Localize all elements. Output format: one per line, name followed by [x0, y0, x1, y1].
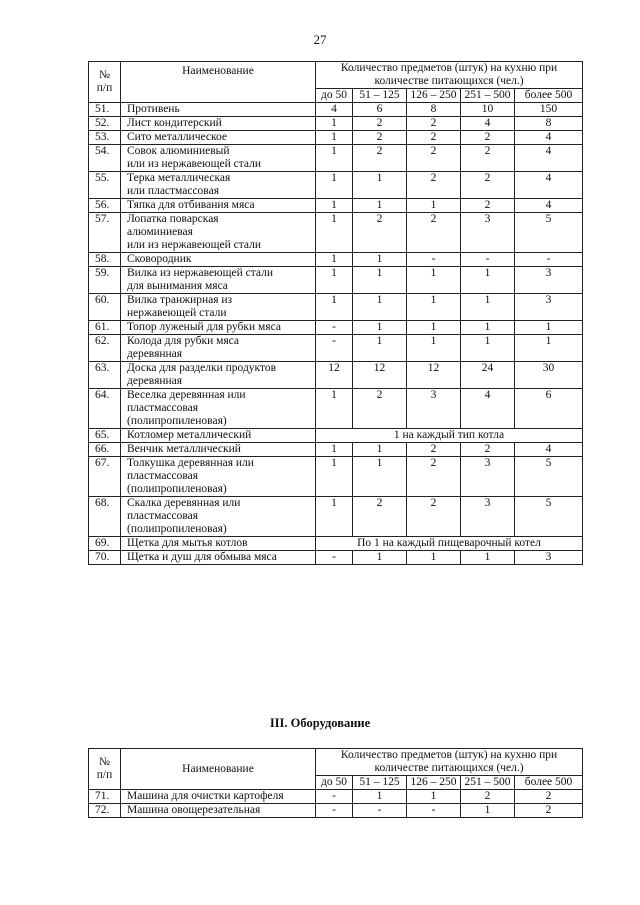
- row-number: 61.: [89, 321, 121, 335]
- header-col-3: 126 – 250: [407, 776, 461, 790]
- row-value: 3: [461, 497, 515, 537]
- row-value: 4: [461, 117, 515, 131]
- row-name: Вилка из нержавеющей стали для вынимания мяса: [121, 267, 316, 294]
- row-value: 1: [353, 457, 407, 497]
- row-value: 1: [461, 551, 515, 565]
- row-value: 1: [353, 551, 407, 565]
- table-row: [89, 117, 583, 131]
- row-value: 3: [461, 457, 515, 497]
- row-value: 150: [515, 103, 583, 117]
- row-value: 1: [353, 790, 407, 804]
- page-number: 27: [313, 32, 327, 47]
- row-value: 5: [515, 497, 583, 537]
- table-row: [89, 537, 583, 551]
- table-row: [89, 145, 583, 172]
- row-value: 1: [461, 321, 515, 335]
- row-value: 12: [353, 362, 407, 389]
- row-value: 2: [461, 790, 515, 804]
- row-value: 6: [353, 103, 407, 117]
- row-name: Лопатка поварская алюминиевая или из нержавеющей стали: [121, 213, 316, 253]
- row-value: 2: [407, 443, 461, 457]
- row-value: 3: [515, 267, 583, 294]
- row-number: 68.: [89, 497, 121, 537]
- row-name: Машина овощерезательная: [121, 804, 316, 818]
- row-value: 2: [461, 131, 515, 145]
- row-value: 1: [316, 389, 353, 429]
- row-value: 2: [353, 131, 407, 145]
- row-value: 1: [316, 131, 353, 145]
- row-value: -: [461, 253, 515, 267]
- row-value: 24: [461, 362, 515, 389]
- row-name: Щетка для мытья котлов: [121, 537, 316, 551]
- row-value: 1: [353, 321, 407, 335]
- row-number: 53.: [89, 131, 121, 145]
- row-name: Венчик металлический: [121, 443, 316, 457]
- row-value: 1: [407, 790, 461, 804]
- header-num: № п/п: [89, 749, 121, 790]
- utensils-table: [88, 61, 583, 565]
- row-value: 1: [461, 294, 515, 321]
- header-col-5: более 500: [515, 776, 583, 790]
- row-value: 4: [515, 145, 583, 172]
- row-name: Сито металлическое: [121, 131, 316, 145]
- row-number: 64.: [89, 389, 121, 429]
- table-row: [89, 429, 583, 443]
- row-value: 4: [316, 103, 353, 117]
- header-qty: Количество предметов (штук) на кухню при количестве питающихся (чел.): [316, 62, 583, 89]
- header-qty: Количество предметов (штук) на кухню при количестве питающихся (чел.): [316, 749, 583, 776]
- row-value: 2: [353, 497, 407, 537]
- row-name: Веселка деревянная или пластмассовая (полипропиленовая): [121, 389, 316, 429]
- row-value: 1: [353, 267, 407, 294]
- header-num: № п/п: [89, 62, 121, 103]
- row-span-value: По 1 на каждый пищеварочный котел: [316, 537, 583, 551]
- row-value: 1: [316, 457, 353, 497]
- row-value: 8: [407, 103, 461, 117]
- row-number: 72.: [89, 804, 121, 818]
- row-number: 65.: [89, 429, 121, 443]
- row-value: 3: [407, 389, 461, 429]
- row-value: 1: [353, 199, 407, 213]
- row-value: 1: [316, 443, 353, 457]
- row-value: 30: [515, 362, 583, 389]
- row-value: 1: [353, 335, 407, 362]
- table-row: [89, 213, 583, 253]
- row-span-value: 1 на каждый тип котла: [316, 429, 583, 443]
- row-name: Совок алюминиевый или из нержавеющей стали: [121, 145, 316, 172]
- table-row: [89, 294, 583, 321]
- row-value: -: [353, 804, 407, 818]
- row-value: 4: [515, 131, 583, 145]
- table-row: [89, 551, 583, 565]
- row-value: -: [407, 804, 461, 818]
- header-col-4: 251 – 500: [461, 89, 515, 103]
- row-value: -: [316, 335, 353, 362]
- table-row: [89, 443, 583, 457]
- row-value: 1: [353, 172, 407, 199]
- row-value: 8: [515, 117, 583, 131]
- row-name: Доска для разделки продуктов деревянная: [121, 362, 316, 389]
- row-value: 1: [407, 551, 461, 565]
- table-row: [89, 457, 583, 497]
- row-name: Сковородник: [121, 253, 316, 267]
- table-row: [89, 362, 583, 389]
- row-value: 2: [461, 443, 515, 457]
- row-value: 1: [316, 117, 353, 131]
- row-name: Тяпка для отбивания мяса: [121, 199, 316, 213]
- row-value: 12: [316, 362, 353, 389]
- header-name: Наименование: [121, 62, 316, 103]
- row-value: 2: [461, 145, 515, 172]
- row-name: Котломер металлический: [121, 429, 316, 443]
- row-value: 2: [353, 145, 407, 172]
- table-row: [89, 335, 583, 362]
- row-value: 1: [407, 335, 461, 362]
- row-value: 5: [515, 213, 583, 253]
- row-value: 1: [407, 199, 461, 213]
- row-number: 70.: [89, 551, 121, 565]
- row-value: 1: [316, 172, 353, 199]
- row-value: -: [316, 804, 353, 818]
- row-value: 1: [461, 804, 515, 818]
- row-number: 63.: [89, 362, 121, 389]
- row-number: 55.: [89, 172, 121, 199]
- row-value: 2: [407, 457, 461, 497]
- row-number: 51.: [89, 103, 121, 117]
- row-value: 2: [407, 213, 461, 253]
- row-value: 1: [353, 294, 407, 321]
- row-value: 2: [461, 172, 515, 199]
- row-value: -: [316, 551, 353, 565]
- row-value: 3: [515, 551, 583, 565]
- table-row: [89, 790, 583, 804]
- row-value: 1: [461, 335, 515, 362]
- row-value: 2: [353, 117, 407, 131]
- row-value: 1: [316, 145, 353, 172]
- row-value: 1: [353, 253, 407, 267]
- table-row: [89, 253, 583, 267]
- table-row: [89, 497, 583, 537]
- row-number: 58.: [89, 253, 121, 267]
- header-col-2: 51 – 125: [353, 89, 407, 103]
- equipment-table: [88, 748, 583, 818]
- row-value: 3: [515, 294, 583, 321]
- row-number: 57.: [89, 213, 121, 253]
- row-number: 66.: [89, 443, 121, 457]
- row-number: 69.: [89, 537, 121, 551]
- row-number: 71.: [89, 790, 121, 804]
- row-value: 1: [316, 267, 353, 294]
- row-value: 1: [515, 321, 583, 335]
- row-value: 1: [316, 199, 353, 213]
- row-value: 12: [407, 362, 461, 389]
- row-name: Толкушка деревянная или пластмассовая (полипропиленовая): [121, 457, 316, 497]
- table-row: [89, 131, 583, 145]
- row-number: 62.: [89, 335, 121, 362]
- row-number: 56.: [89, 199, 121, 213]
- table-row: [89, 804, 583, 818]
- row-value: 1: [316, 253, 353, 267]
- row-value: 1: [407, 267, 461, 294]
- row-value: -: [316, 790, 353, 804]
- table-body: [89, 103, 583, 565]
- section-title: III. Оборудование: [269, 716, 371, 730]
- header-col-3: 126 – 250: [407, 89, 461, 103]
- row-value: 2: [353, 389, 407, 429]
- row-value: 2: [407, 497, 461, 537]
- row-value: 4: [515, 443, 583, 457]
- row-value: 1: [316, 294, 353, 321]
- row-name: Противень: [121, 103, 316, 117]
- header-col-4: 251 – 500: [461, 776, 515, 790]
- row-value: 2: [515, 790, 583, 804]
- row-number: 60.: [89, 294, 121, 321]
- row-value: 4: [515, 172, 583, 199]
- row-value: 1: [316, 213, 353, 253]
- row-name: Лист кондитерский: [121, 117, 316, 131]
- row-name: Топор луженый для рубки мяса: [121, 321, 316, 335]
- row-value: 2: [407, 145, 461, 172]
- row-value: 5: [515, 457, 583, 497]
- row-number: 59.: [89, 267, 121, 294]
- row-name: Вилка транжирная из нержавеющей стали: [121, 294, 316, 321]
- row-value: 1: [407, 321, 461, 335]
- row-value: 1: [316, 497, 353, 537]
- row-value: 2: [407, 172, 461, 199]
- row-value: -: [316, 321, 353, 335]
- table-body: [89, 790, 583, 818]
- row-value: 2: [407, 131, 461, 145]
- row-number: 52.: [89, 117, 121, 131]
- row-value: 4: [515, 199, 583, 213]
- row-name: Скалка деревянная или пластмассовая (полипропиленовая): [121, 497, 316, 537]
- row-value: 1: [353, 443, 407, 457]
- row-value: 1: [461, 267, 515, 294]
- row-number: 67.: [89, 457, 121, 497]
- table-row: [89, 172, 583, 199]
- row-value: 6: [515, 389, 583, 429]
- table-row: [89, 389, 583, 429]
- row-name: Машина для очистки картофеля: [121, 790, 316, 804]
- header-col-5: более 500: [515, 89, 583, 103]
- table-row: [89, 103, 583, 117]
- row-value: -: [407, 253, 461, 267]
- row-value: -: [515, 253, 583, 267]
- row-value: 2: [515, 804, 583, 818]
- row-name: Щетка и душ для обмыва мяса: [121, 551, 316, 565]
- row-value: 2: [461, 199, 515, 213]
- row-value: 1: [407, 294, 461, 321]
- row-value: 2: [353, 213, 407, 253]
- row-value: 4: [461, 389, 515, 429]
- table-row: [89, 199, 583, 213]
- table-row: [89, 321, 583, 335]
- table-header: [89, 62, 583, 103]
- header-col-1: до 50: [316, 776, 353, 790]
- header-col-1: до 50: [316, 89, 353, 103]
- row-name: Колода для рубки мяса деревянная: [121, 335, 316, 362]
- row-value: 10: [461, 103, 515, 117]
- table-header: [89, 749, 583, 790]
- row-value: 3: [461, 213, 515, 253]
- row-value: 1: [515, 335, 583, 362]
- header-col-2: 51 – 125: [353, 776, 407, 790]
- row-value: 2: [407, 117, 461, 131]
- row-name: Терка металлическая или пластмассовая: [121, 172, 316, 199]
- table-row: [89, 267, 583, 294]
- header-name: Наименование: [121, 749, 316, 790]
- row-number: 54.: [89, 145, 121, 172]
